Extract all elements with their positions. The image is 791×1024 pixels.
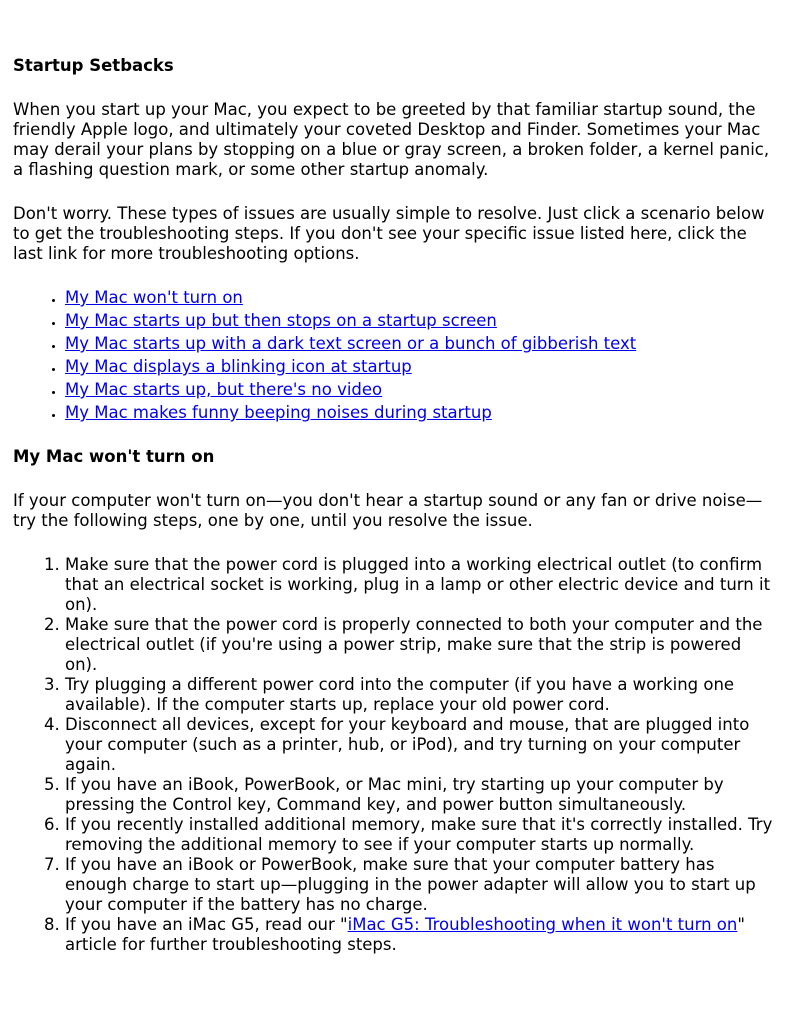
troubleshooting-steps <box>13 555 778 955</box>
step-text-before: If you have an iMac G5, read our " <box>65 915 348 934</box>
list-item <box>65 380 778 400</box>
list-item <box>65 311 778 331</box>
step-item: 3. Try plugging a different power cord into the computer (if you have a working one available). If the computer starts up, replace your old power cord. <box>65 675 778 715</box>
section-intro: If your computer won't turn on—you don't hear a startup sound or any fan or drive noise—try the following steps, one by one, until you resolve the issue. <box>13 491 763 530</box>
step-item: 1. Make sure that the power cord is plugged into a working electrical outlet (to confirm that an electrical socket is working, plug in a lamp or other electric device and turn it on). <box>65 555 778 615</box>
scenario-link-blinking-icon[interactable]: My Mac displays a blinking icon at startup <box>65 357 412 376</box>
list-item <box>65 334 778 354</box>
scenario-link-dark-text-screen[interactable]: My Mac starts up with a dark text screen or a bunch of gibberish text <box>65 334 637 353</box>
list-item <box>65 288 778 308</box>
section-heading: My Mac won't turn on <box>13 447 215 466</box>
scenario-link-beeping-noises[interactable]: My Mac makes funny beeping noises during startup <box>65 403 492 422</box>
scenario-link-list <box>13 288 778 423</box>
step-text-after: " article for further troubleshooting steps. <box>65 915 745 954</box>
scenario-link-no-video[interactable]: My Mac starts up, but there's no video <box>65 380 383 399</box>
page-title: Startup Setbacks <box>13 56 174 75</box>
step-item <box>65 915 778 955</box>
step-item: 4. Disconnect all devices, except for your keyboard and mouse, that are plugged into your computer (such as a printer, hub, or iPod), and try turning on your computer again. <box>65 715 778 775</box>
scenario-link-stops-on-startup-screen[interactable]: My Mac starts up but then stops on a startup screen <box>65 311 497 330</box>
list-item <box>65 357 778 377</box>
step-item: 5. If you have an iBook, PowerBook, or Mac mini, try starting up your computer by pressing the Control key, Command key, and power button simultaneously. <box>65 775 778 815</box>
imac-g5-article-link[interactable]: iMac G5: Troubleshooting when it won't turn on <box>347 915 738 934</box>
intro-paragraph-2: Don't worry. These types of issues are usually simple to resolve. Just click a scenario below to get the troubleshooting steps. If you don't see your specific issue listed here, click the last link for more troubleshooting options. <box>13 204 765 263</box>
list-item <box>65 403 778 423</box>
step-item: 6. If you recently installed additional memory, make sure that it's correctly installed. Try removing the additional memory to see if your computer starts up normally. <box>65 815 778 855</box>
intro-paragraph-1: When you start up your Mac, you expect to be greeted by that familiar startup sound, the friendly Apple logo, and ultimately your coveted Desktop and Finder. Sometimes your Mac may derail your plans by stopping on a blue or gray screen, a broken folder, a kernel panic, a flashing question mark, or some other startup anomaly. <box>13 100 770 179</box>
step-item: 7. If you have an iBook or PowerBook, make sure that your computer battery has enough charge to start up—plugging in the power adapter will allow you to start up your computer if the battery has no charge. <box>65 855 778 915</box>
step-item: 2. Make sure that the power cord is properly connected to both your computer and the electrical outlet (if you're using a power strip, make sure that the strip is powered on). <box>65 615 778 675</box>
scenario-link-wont-turn-on[interactable]: My Mac won't turn on <box>65 288 243 307</box>
